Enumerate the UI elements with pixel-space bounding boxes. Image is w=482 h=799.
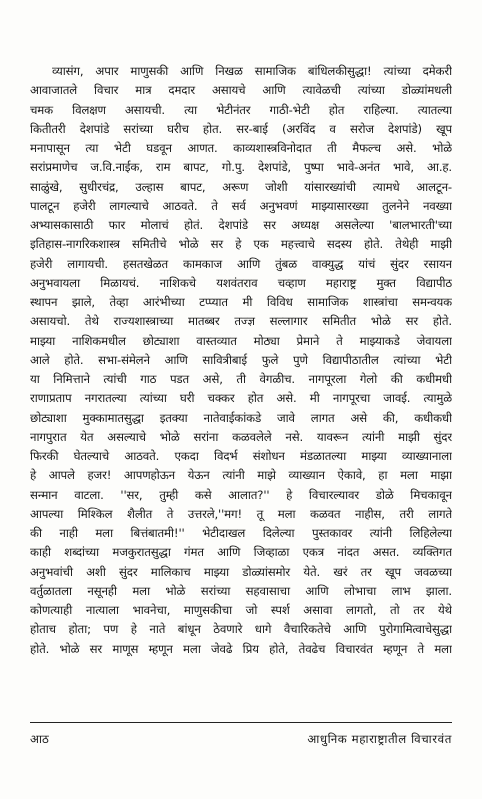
paragraph-line: असायचो. तेथे राज्यशास्त्राच्या मातब्बर तज्ज्ञ सल्लागार समितीत भोळे सर होते.: [30, 314, 452, 329]
paragraph-line: मनापासून त्या भेटी घडवून आणत. काव्यशास्त्रविनोदात ती मैफल्च असे. भोळे: [30, 141, 452, 155]
paragraph-line: होते. भोळे सर माणूस म्हणून मला जेवढे प्रिय होते, तेवढेच विचारवंत म्हणून ते मला: [30, 641, 452, 656]
paragraph-line: आवाजातले विचार मात्र दमदार असायचे आणि त्यावेळची त्यांच्या डोळ्यांमधली: [30, 83, 452, 98]
paragraph-line: होताच होता; पण हे नाते बांधून ठेवणारे धागे वैचारिकतेचे आणि पुरोगामित्वाचेसुद्धा: [30, 622, 452, 637]
paragraph-line: सन्मान वाटला. ''सर, तुम्ही कसे आलात?'' हे विचारल्यावर डोळे मिचकावून: [30, 487, 452, 502]
paragraph-line: हे आपले हजर! आपणहोऊन येऊन त्यांनी माझे व्याख्यान ऐकावे, हा मला माझा: [30, 468, 452, 483]
paragraph-line: हजेरी लागायची. हसतखेळत कामकाज आणि तुंबळ वाक्युद्ध यांचं सुंदर रसायन: [30, 256, 452, 271]
paragraph-line: अनुभवांची अशी सुंदर मालिकाच माझ्या डोळ्यांसमोर येते. खरं तर खूप जवळच्या: [30, 564, 452, 579]
paragraph-line: इतिहास-नागरिकशास्त्र समितीचे भोळे सर हे एक महत्त्वाचे सदस्य होते. तेथेही माझी: [30, 237, 452, 252]
paragraph-line: माझ्या नाशिकमधील छोट्याशा वास्तव्यात मोठ्या प्रेमाने ते माझ्याकडे जेवायला: [30, 333, 452, 348]
paragraph-line: छोट्याशा मुक्कामातसुद्धा इतक्या नातेवाईकांकडे जावे लागत असे की, कधीकधी: [30, 410, 452, 425]
paragraph-line: साळुंखे, सुधीरचंद्र, उल्हास बापट, अरूण जोशी यांसारख्यांची त्यामधे आलटून-: [30, 179, 452, 194]
paragraph-line: या निमित्ताने त्यांची गाठ पडत असे, ती वेगळीच. नागपूरला गेलो की कधीमधी: [30, 372, 452, 386]
paragraph-line: अभ्यासकासाठी फार मोलाचं होतं. देशपांडे सर अध्यक्ष असलेल्या 'बालभारती'च्या: [30, 218, 452, 232]
paragraph-line: राणाप्रताप नगरातल्या त्यांच्या घरी चक्कर होत असे. मी नागपूरचा जावई. त्यामुळे: [30, 391, 452, 406]
paragraph-line: नागपुरात येत असल्याचे भोळे सरांना कळवलेले नसे. यावरून त्यांनी माझी सुंदर: [30, 429, 452, 444]
paragraph-line: अनुभवायला मिळायचं. नाशिकचे यशवंतराव चव्हाण महाराष्ट्र मुक्त विद्यापीठ: [30, 275, 452, 290]
paragraph-line: चमक विलक्षण असायची. त्या भेटीनंतर गाठी-भेटी होत राहिल्या. त्यातल्या: [30, 102, 452, 117]
paragraph-line: वर्तुळातला नसूनही मला भोळे सरांच्या सहवासाचा आणि लोभाचा लाभ झाला.: [30, 583, 452, 598]
paragraph-line: पालटून हजेरी लागल्याचे आठवते. ते सर्व अनुभवणं माझ्यासारख्या तुलनेने नवख्या: [30, 198, 452, 213]
paragraph-line: की नाही मला बित्तंबातमी!'' भेटीदाखल दिलेल्या पुस्तकावर त्यांनी लिहिलेल्या: [30, 526, 452, 540]
paragraph-line: सरांप्रमाणेच ज.वि.नाईक, राम बापट, गो.पु. देशपांडे, पुष्पा भावे-अनंत भावे, आ.ह.: [30, 160, 452, 175]
paragraph-line: स्थापन झाले, तेव्हा आरंभीच्या टप्प्यात मी विविध सामाजिक शास्त्रांचा समन्वयक: [30, 295, 452, 309]
paragraph-line: फिरकी घेतल्याचे आठवते. एकदा विदर्भ संशोधन मंडळातल्या माझ्या व्याख्यानाला: [30, 449, 452, 463]
paragraph-line: व्यासंग, अपार माणुसकी आणि निखळ सामाजिक बांधिलकीसुद्धा! त्यांच्या दमेकरी: [52, 64, 452, 78]
page-number: आठ: [30, 732, 49, 746]
paragraph-line: काही शब्दांच्या मजकुरातसुद्धा गंमत आणि जिव्हाळा एकत्र नांदत असत. व्यक्तिगत: [30, 545, 452, 560]
paragraph-line: कोणत्याही नात्याला भावनेचा, माणुसकीचा जो स्पर्श असावा लागतो, तो तर येथे: [30, 603, 452, 617]
body-paragraph: [30, 62, 452, 659]
paragraph-line: आपल्या मिश्किल शैलीत ते उत्तरले,''मग! तू मला कळवत नाहीस, तरी लागते: [30, 506, 452, 521]
running-book-title: आधुनिक महाराष्ट्रातील विचारवंत: [307, 732, 452, 746]
paragraph-line: आले होते. सभा-संमेलने आणि सावित्रीबाई फुले पुणे विद्यापीठातील त्यांच्या भेटी: [30, 352, 452, 367]
paragraph-line: कितीतरी देशपांडे सरांच्या घरीच होत. सर-बाई (अरविंद व सरोज देशपांडे) खूप: [30, 121, 452, 136]
footer-divider: [30, 722, 452, 723]
